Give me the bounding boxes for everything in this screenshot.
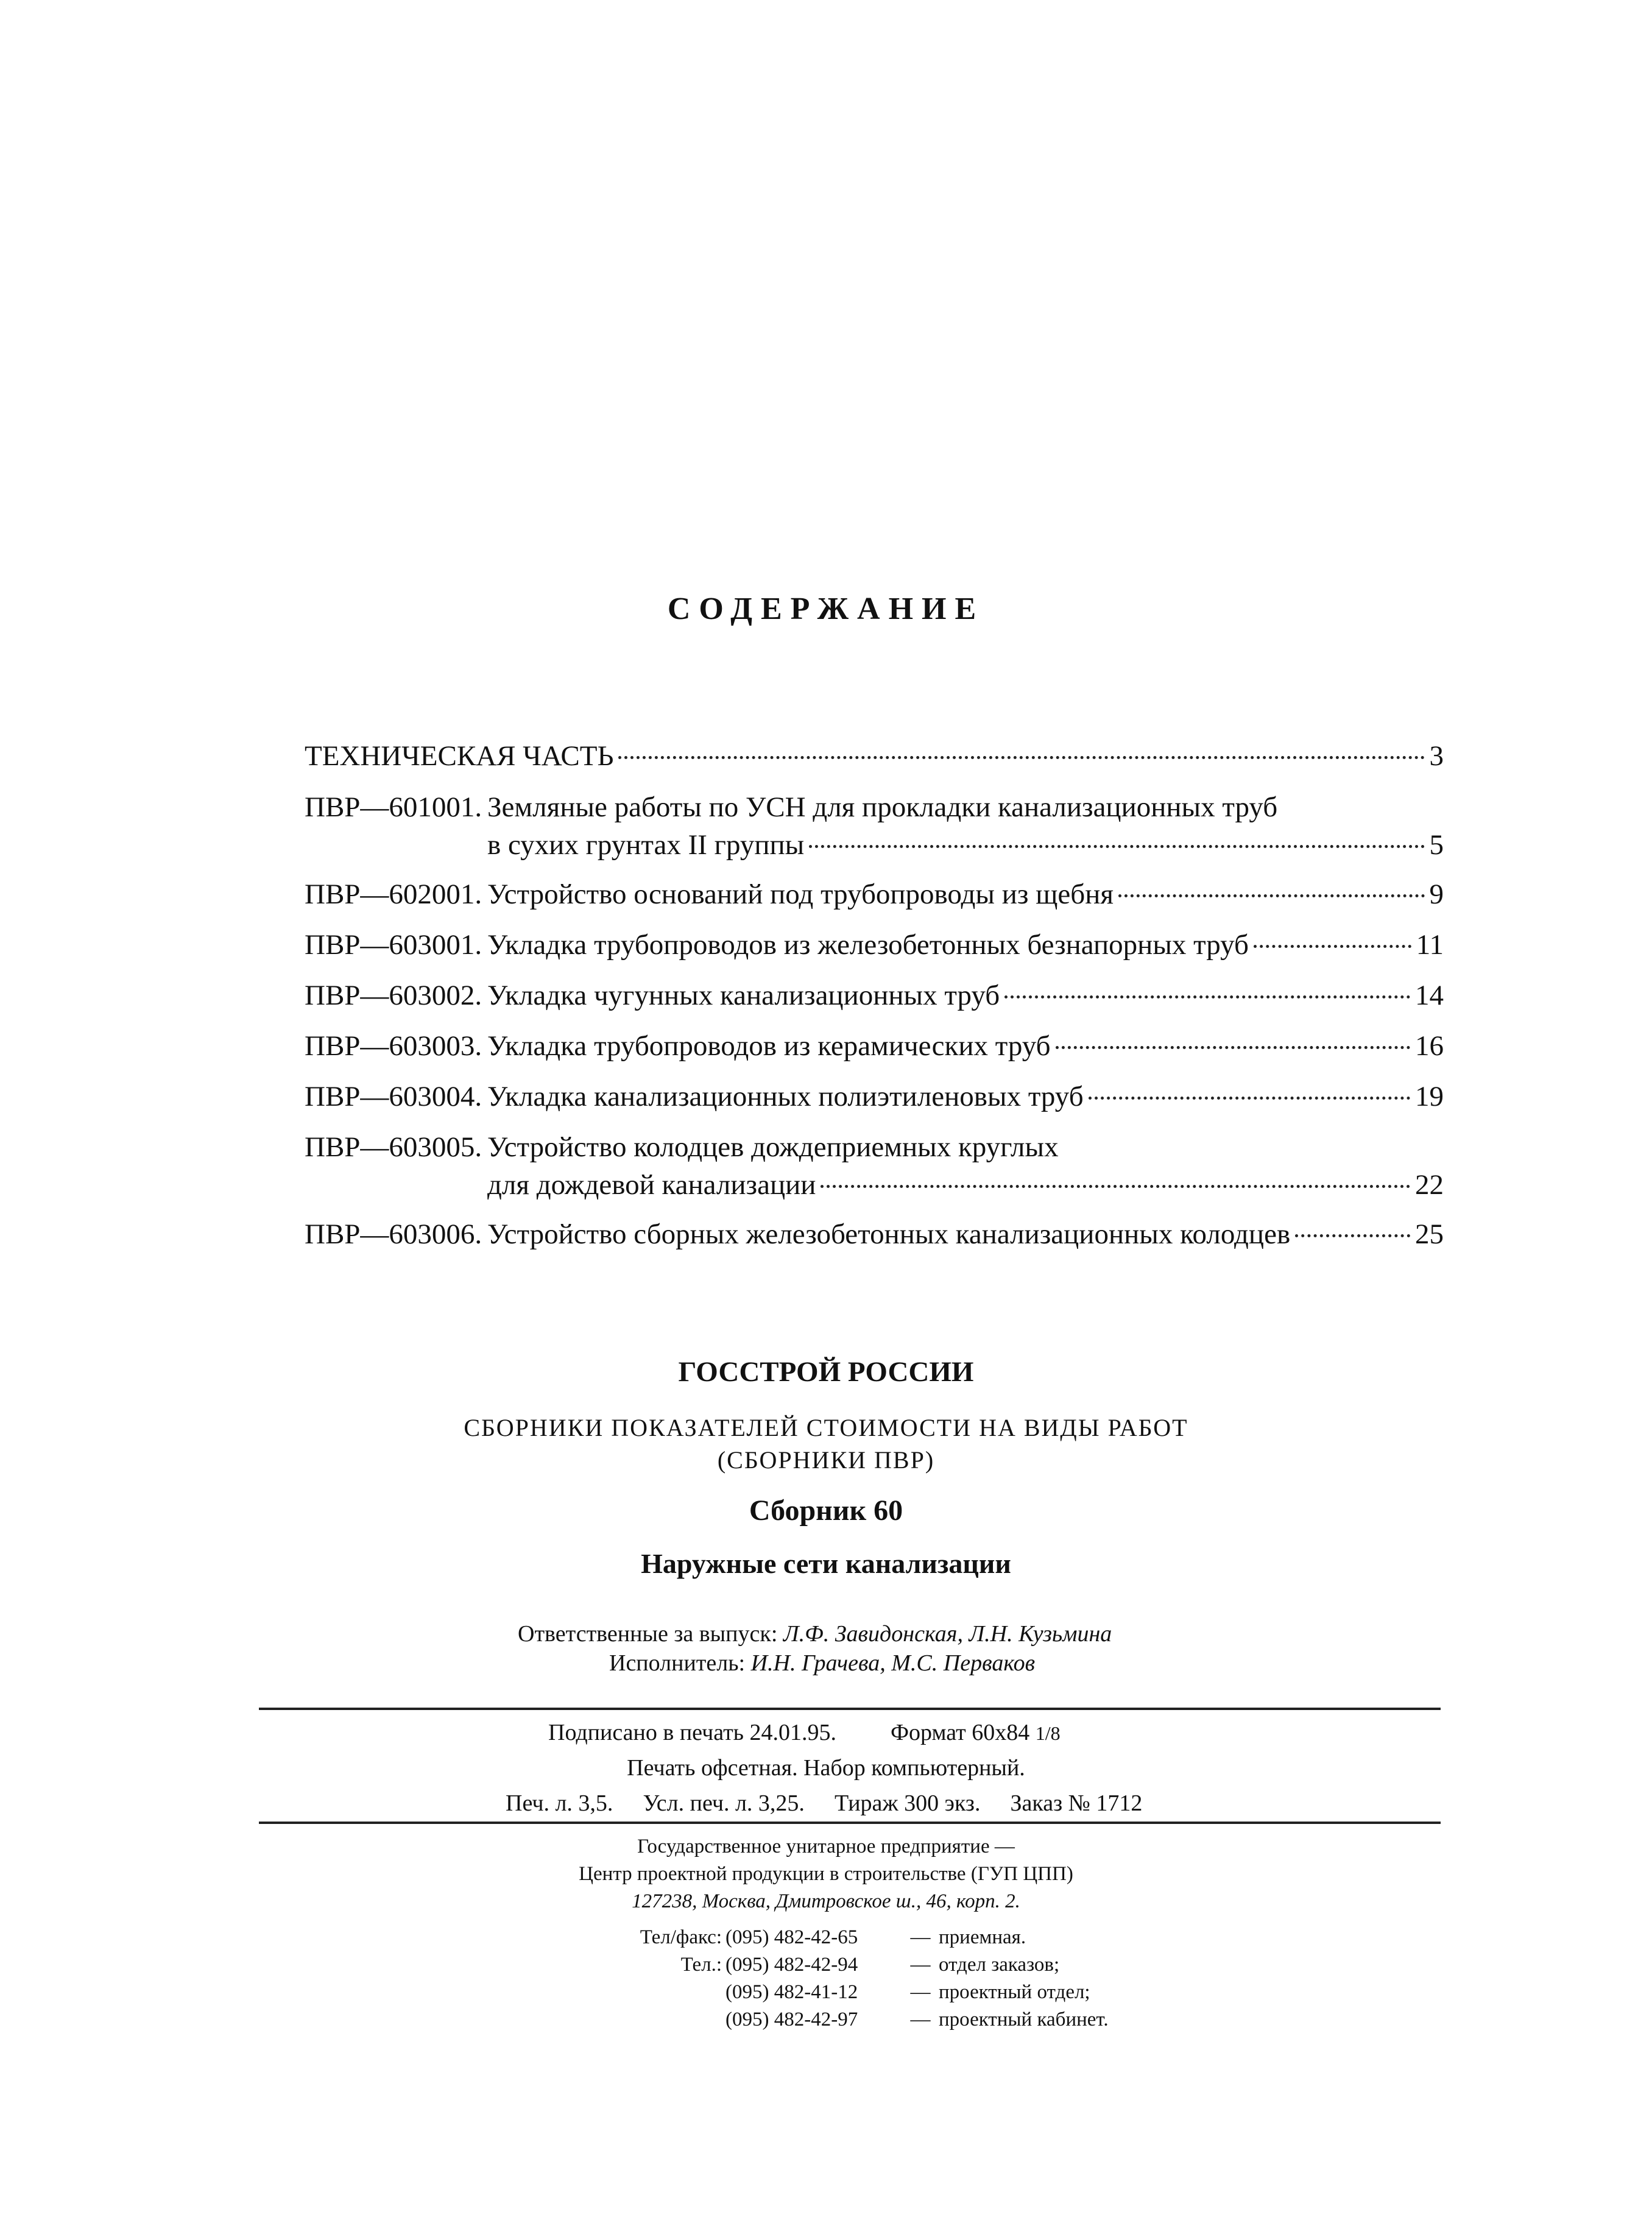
toc-page-number: 14 <box>1415 980 1444 1011</box>
toc-leader-dots <box>618 756 1424 759</box>
toc-entry-technical-part <box>305 737 1444 775</box>
toc-page-number: 11 <box>1416 929 1444 961</box>
organization-name: Центр проектной продукции в строительстве (ГУП ЦПП) <box>579 1863 1073 1885</box>
toc-entry-title: Земляные работы по УСН для прокладки канализационных труб <box>487 791 1278 823</box>
phone-description: отдел заказов; <box>939 1954 1060 1976</box>
responsible-credits <box>518 1620 1112 1647</box>
phone-description: проектный отдел; <box>939 1981 1090 2003</box>
toc-entry-code: ПВР—603002. <box>305 980 482 1011</box>
toc-entry <box>305 1078 1444 1115</box>
responsible-label: Ответственные за выпуск: <box>518 1621 778 1647</box>
series-title-line1: СБОРНИКИ ПОКАЗАТЕЛЕЙ СТОИМОСТИ НА ВИДЫ РАБОТ <box>464 1414 1188 1441</box>
toc-entry-code: ПВР—602001. <box>305 878 482 910</box>
toc-title: СОДЕРЖАНИЕ <box>667 592 985 626</box>
toc-page-number: 22 <box>1415 1169 1444 1201</box>
sheets: Печ. л. 3,5. <box>506 1790 613 1816</box>
toc-leader-dots <box>1004 995 1410 998</box>
executor-label: Исполнитель: <box>609 1650 746 1676</box>
format-fraction: 1/8 <box>1035 1722 1061 1744</box>
toc-entry-title: Устройство оснований под трубопроводы из щебня <box>487 878 1114 910</box>
phone-dash: — <box>910 1981 931 2003</box>
toc-entry-title: Укладка трубопроводов из железобетонных безнапорных труб <box>487 929 1249 961</box>
phone-dash: — <box>910 1954 931 1976</box>
phone-dash: — <box>910 1926 931 1948</box>
collection-subject: Наружные сети канализации <box>641 1548 1011 1579</box>
phone-list <box>603 1924 1109 2034</box>
divider-top <box>259 1708 1441 1710</box>
toc-entry-title: Укладка трубопроводов из керамических труб <box>487 1030 1051 1062</box>
phone-row <box>603 1979 1109 2006</box>
toc-page-number: 5 <box>1429 829 1444 861</box>
toc-entry-code: ПВР—601001. <box>305 791 482 823</box>
phone-label: Тел/факс: <box>640 1926 722 1948</box>
phone-row <box>603 2006 1109 2034</box>
toc-entry-title: Устройство сборных железобетонных канализационных колодцев <box>487 1218 1291 1250</box>
toc-entry <box>305 926 1444 964</box>
circulation: Тираж 300 экз. <box>834 1790 981 1816</box>
phone-label: Тел.: <box>680 1954 722 1976</box>
toc-entry-code: ПВР—603006. <box>305 1218 482 1250</box>
toc-entry-code: ПВР—603001. <box>305 929 482 961</box>
toc-entry <box>305 875 1444 913</box>
toc-entry-title: в сухих грунтах II группы <box>487 829 805 861</box>
phone-row <box>603 1924 1109 1951</box>
format-label: Формат 60х84 <box>891 1720 1030 1745</box>
phone-description: проектный кабинет. <box>939 2009 1109 2030</box>
toc-entry-code: ПВР—603005. <box>305 1131 482 1163</box>
phone-dash: — <box>910 2009 931 2030</box>
toc-page-number: 25 <box>1415 1218 1444 1250</box>
toc-leader-dots <box>1254 945 1411 948</box>
phone-description: приемная. <box>939 1926 1026 1948</box>
divider-bottom <box>259 1822 1441 1824</box>
publisher-heading: ГОССТРОЙ РОССИИ <box>678 1356 974 1388</box>
toc-entry <box>305 788 1444 864</box>
phone-number: (095) 482-42-97 <box>725 2009 858 2030</box>
toc-page-number: 16 <box>1415 1030 1444 1062</box>
toc-entry-label: ТЕХНИЧЕСКАЯ ЧАСТЬ <box>305 740 614 772</box>
toc-page-number: 19 <box>1415 1081 1444 1112</box>
toc-leader-dots <box>1118 894 1425 897</box>
print-details-line <box>506 1790 1142 1817</box>
signed-date: Подписано в печать 24.01.95. <box>548 1720 837 1745</box>
toc-entry <box>305 1215 1444 1253</box>
print-signed-line <box>548 1719 1061 1746</box>
phone-number: (095) 482-41-12 <box>725 1981 858 2003</box>
toc-entry <box>305 1027 1444 1065</box>
toc-page-number: 9 <box>1429 878 1444 910</box>
toc-entry-title: Укладка чугунных канализационных труб <box>487 980 1000 1011</box>
toc-leader-dots <box>1089 1097 1410 1100</box>
print-type: Печать офсетная. Набор компьютерный. <box>627 1755 1025 1781</box>
phone-number: (095) 482-42-65 <box>725 1926 858 1948</box>
toc-entry-title: для дождевой канализации <box>487 1169 816 1201</box>
organization-address: 127238, Москва, Дмитровское ш., 46, корп. 2. <box>632 1890 1020 1912</box>
toc-leader-dots <box>1295 1234 1410 1237</box>
toc-entry-code: ПВР—603004. <box>305 1081 482 1112</box>
phone-label <box>603 2006 725 2034</box>
toc-entry-title: Укладка канализационных полиэтиленовых труб <box>487 1081 1084 1112</box>
series-title-line2: (СБОРНИКИ ПВР) <box>717 1446 935 1474</box>
toc-entry-code: ПВР—603003. <box>305 1030 482 1062</box>
executor-credits <box>609 1650 1035 1677</box>
toc-leader-dots <box>809 845 1424 848</box>
toc-leader-dots <box>821 1185 1410 1188</box>
executor-names: И.Н. Грачева, М.С. Перваков <box>750 1650 1036 1676</box>
toc-entry-title: Устройство колодцев дождеприемных круглых <box>487 1131 1059 1163</box>
responsible-names: Л.Ф. Завидонская, Л.Н. Кузьмина <box>783 1621 1112 1647</box>
phone-number: (095) 482-42-94 <box>725 1954 858 1976</box>
phone-row <box>603 1951 1109 1979</box>
phone-label <box>603 1979 725 2006</box>
order-number: Заказ № 1712 <box>1010 1790 1143 1816</box>
organization-type: Государственное унитарное предприятие — <box>637 1836 1015 1857</box>
collection-title: Сборник 60 <box>749 1494 903 1527</box>
toc-entry <box>305 977 1444 1014</box>
toc-leader-dots <box>1056 1046 1410 1049</box>
toc-entry <box>305 1128 1444 1204</box>
conv-sheets: Усл. печ. л. 3,25. <box>643 1790 805 1816</box>
toc-page-number: 3 <box>1429 740 1444 772</box>
